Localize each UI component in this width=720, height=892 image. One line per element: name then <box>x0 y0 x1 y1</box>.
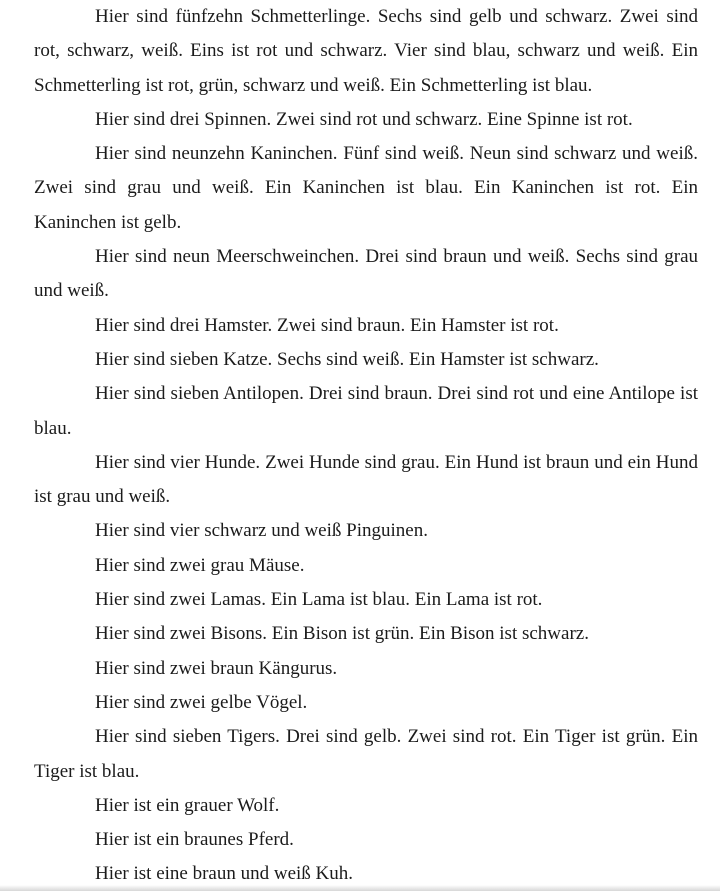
paragraph-tigers: Hier sind sieben Tigers. Drei sind gelb. Zwei sind rot. Ein Tiger ist grün. Ein Tiger ist blau. <box>34 726 698 782</box>
paragraph-spiders: Hier sind drei Spinnen. Zwei sind rot und schwarz. Eine Spinne ist rot. <box>95 108 633 130</box>
paragraph-cow: Hier ist eine braun und weiß Kuh. <box>95 863 354 885</box>
paragraph-horse: Hier ist ein braunes Pferd. <box>95 829 294 851</box>
paragraph-dogs: Hier sind vier Hunde. Zwei Hunde sind grau. Ein Hund ist braun und ein Hund ist grau und weiß. <box>34 451 698 508</box>
paragraph-hamsters: Hier sind drei Hamster. Zwei sind braun. Ein Hamster ist rot. <box>95 314 559 336</box>
paragraph-guinea-pigs: Hier sind neun Meerschweinchen. Drei sind braun und weiß. Sechs sind grau und weiß. <box>34 246 698 302</box>
paragraph-birds: Hier sind zwei gelbe Vögel. <box>95 691 308 713</box>
paragraph-cats: Hier sind sieben Katze. Sechs sind weiß. Ein Hamster ist schwarz. <box>95 348 599 370</box>
paragraph-mice: Hier sind zwei grau Mäuse. <box>95 554 305 576</box>
paragraph-rabbits: Hier sind neunzehn Kaninchen. Fünf sind weiß. Neun sind schwarz und weiß. Zwei sind grau und weiß. Ein Kaninchen ist blau. Ein Kaninchen ist rot. Ein Kaninchen ist gelb. <box>34 143 698 233</box>
paragraph-bisons: Hier sind zwei Bisons. Ein Bison ist grün. Ein Bison ist schwarz. <box>95 623 589 645</box>
paragraph-llamas: Hier sind zwei Lamas. Ein Lama ist blau. Ein Lama ist rot. <box>95 589 543 611</box>
paragraph-wolf: Hier ist ein grauer Wolf. <box>95 794 280 816</box>
paragraph-butterflies: Hier sind fünfzehn Schmetterlinge. Sechs sind gelb und schwarz. Zwei sind rot, schwarz, weiß. Eins ist rot und schwarz. Vier sind blau, schwarz und weiß. Ein Schmetterling ist rot, grün, schwarz und weiß. Ein Schmetterling ist blau. <box>34 6 698 96</box>
page-bottom-edge <box>0 885 720 891</box>
paragraph-kangaroos: Hier sind zwei braun Kängurus. <box>95 657 338 679</box>
paragraph-list <box>34 0 698 892</box>
paragraph-antelopes: Hier sind sieben Antilopen. Drei sind braun. Drei sind rot und eine Antilope ist blau. <box>34 383 698 439</box>
paragraph-penguins: Hier sind vier schwarz und weiß Pinguinen. <box>95 520 428 542</box>
